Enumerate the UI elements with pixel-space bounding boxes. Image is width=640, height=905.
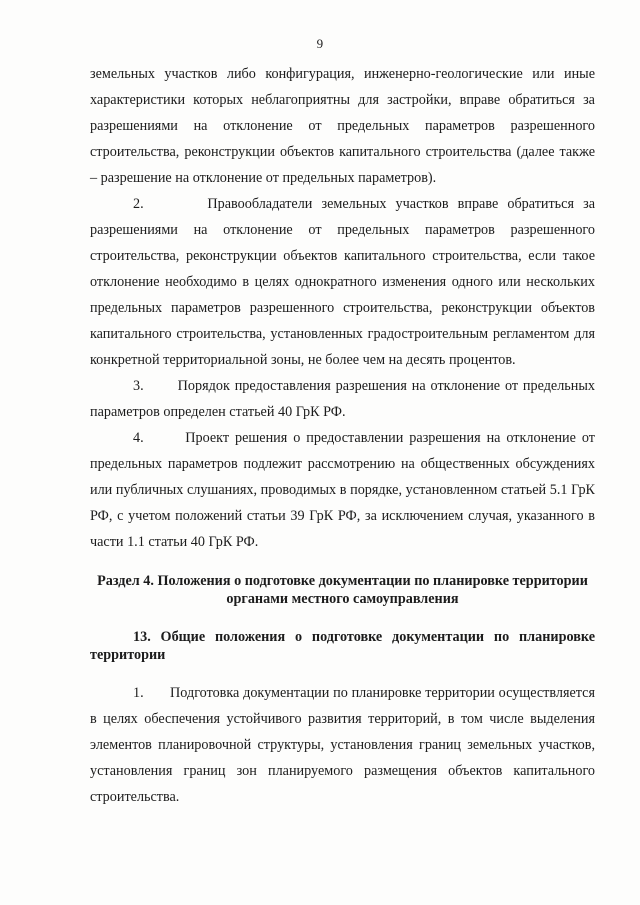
paragraph-continuation: земельных участков либо конфигурация, инженерно-геологические или иные характеристики которых неблагоприятны для застройки, вправе обратиться за разрешениями на отклонение от предельных параметров разрешенного строительства, реконструкции объектов капитального строительства (далее также – разрешение на отклонение от предельных параметров).	[90, 66, 595, 186]
paragraph-section-13-item-1: 1. Подготовка документации по планировке территории осуществляется в целях обеспечения устойчивого развития территорий, в том числе выделения элементов планировочной структуры, установления границ земельных участков, установления границ зон планируемого размещения объектов капитального строительства.	[90, 685, 595, 805]
paragraph-item-4: 4. Проект решения о предоставлении разрешения на отклонение от предельных параметров подлежит рассмотрению на общественных обсуждениях или публичных слушаниях, проводимых в порядке, установленном статьей 5.1 ГрК РФ, с учетом положений статьи 39 ГрК РФ, за исключением случая, указанного в части 1.1 статьи 40 ГрК РФ.	[90, 430, 595, 550]
subsection-title: 13. Общие положения о подготовке документации по планировке территории	[90, 629, 595, 663]
paragraph-item-3: 3. Порядок предоставления разрешения на отклонение от предельных параметров определен статьей 40 ГрК РФ.	[90, 378, 595, 420]
page-number: 9	[316, 36, 324, 51]
document-body	[90, 61, 595, 810]
paragraph-item-2: 2. Правообладатели земельных участков вправе обратиться за разрешениями на отклонение от предельных параметров разрешенного строительства, реконструкции объектов капитального строительства, если такое отклонение необходимо в целях однократного изменения одного или нескольких предельных параметров разрешенного строительства, реконструкции объектов капитального строительства, установленных градостроительным регламентом для конкретной территориальной зоны, не более чем на десять процентов.	[90, 196, 595, 368]
section-title: Раздел 4. Положения о подготовке документации по планировке территории органами местного самоуправления	[97, 573, 588, 607]
